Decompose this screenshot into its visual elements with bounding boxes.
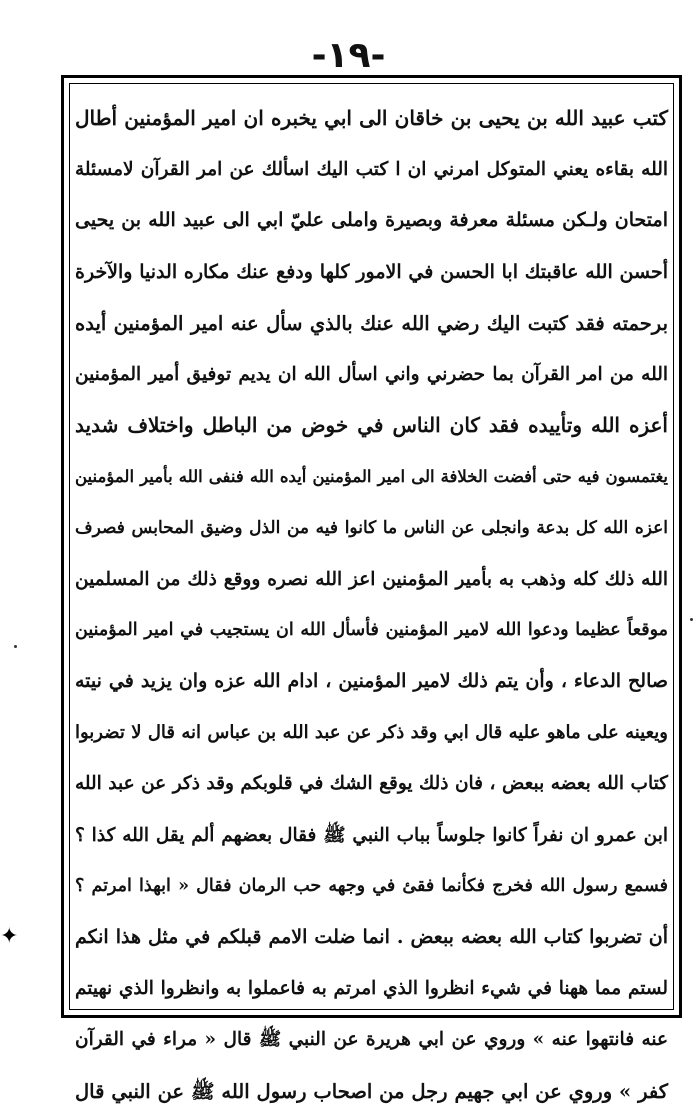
text-line-6: الله من امر القرآن بما حضرني واني اسأل الله ان يديم توفيق أمير المؤمنين — [75, 363, 668, 385]
text-line-5: برحمته فقد كتبت اليك رضي الله عنك بالذي سأل عنه امير المؤمنين أيده — [75, 311, 668, 335]
text-line-7: أعزه الله وتأييده فقد كان الناس في خوض من الباطل واختلاف شديد — [75, 413, 668, 438]
text-line-4: أحسن الله عاقبتك ابا الحسن في الامور كلها ودفع عنك مكاره الدنيا والآخرة — [75, 260, 668, 283]
scan-edge-mark: ✦ — [0, 924, 19, 949]
text-line-12: صالح الدعاء ، وأن يتم ذلك لامير المؤمنين ، ادام الله عزه وان يزيد في نيته — [75, 670, 668, 693]
text-line-11: موقعاً عظيما ودعوا الله لامير المؤمنين فأسأل الله ان يستجيب في امير المؤمنين — [75, 619, 668, 640]
text-line-18: لستم مما ههنا في شيء انظروا الذي امرتم به فاعملوا به وانظروا الذي نهيتم — [75, 978, 668, 1000]
text-line-15: ابن عمرو ان نفراً كانوا جلوساً بباب النبي ﷺ فقال بعضهم ألم يقل الله كذا ؟ — [75, 824, 668, 846]
text-line-9: اعزه الله كل بدعة وانجلى عن الناس ما كانوا فيه من الذل وضيق المحابس فصرف — [75, 517, 668, 538]
text-line-1: كتب عبيد الله بن يحيى بن خاقان الى ابي يخبره ان امير المؤمنين أطال — [75, 106, 668, 130]
text-line-16: فسمع رسول الله فخرج فكأنما فقئ في وجهه حب الرمان فقال « ابهذا امرتم ؟ — [75, 875, 668, 896]
scan-speck — [14, 645, 17, 648]
text-line-2: الله بقاءه يعني المتوكل امرني ان ا كتب اليك اسألك عن امر القرآن لامسئلة — [75, 159, 668, 181]
text-line-17: أن تضربوا كتاب الله بعضه ببعض . انما ضلت الامم قبلكم في مثل هذا انكم — [75, 926, 668, 948]
text-line-13: ويعينه على ماهو عليه قال ابي وقد ذكر عن عبد الله بن عباس انه قال لا تضربوا — [75, 722, 668, 744]
text-line-20: كفر » وروي عن ابي جهيم رجل من اصحاب رسول الله ﷺ عن النبي قال — [75, 1079, 668, 1103]
scan-speck — [690, 618, 693, 621]
text-line-10: الله ذلك كله وذهب به بأمير المؤمنين اعز الله نصره ووقع ذلك من المسلمين — [75, 568, 668, 590]
text-line-14: كتاب الله بعضه ببعض ، فان ذلك يوقع الشك في قلوبكم وقد ذكر عن عبد الله — [75, 773, 668, 795]
page-number: -١٩- — [311, 35, 386, 76]
text-body — [75, 93, 668, 1103]
text-line-8: يغتمسون فيه حتى أفضت الخلافة الى امير المؤمنين أيده الله فنفى الله بأمير المؤمنين — [75, 467, 668, 487]
text-line-19: عنه فانتهوا عنه » وروي عن ابي هريرة عن النبي ﷺ قال « مراء في القرآن — [75, 1029, 668, 1051]
text-line-3: امتحان ولـكن مسئلة معرفة وبصيرة واملى عليّ ابي الى عبيد الله بن يحيى — [75, 209, 668, 232]
